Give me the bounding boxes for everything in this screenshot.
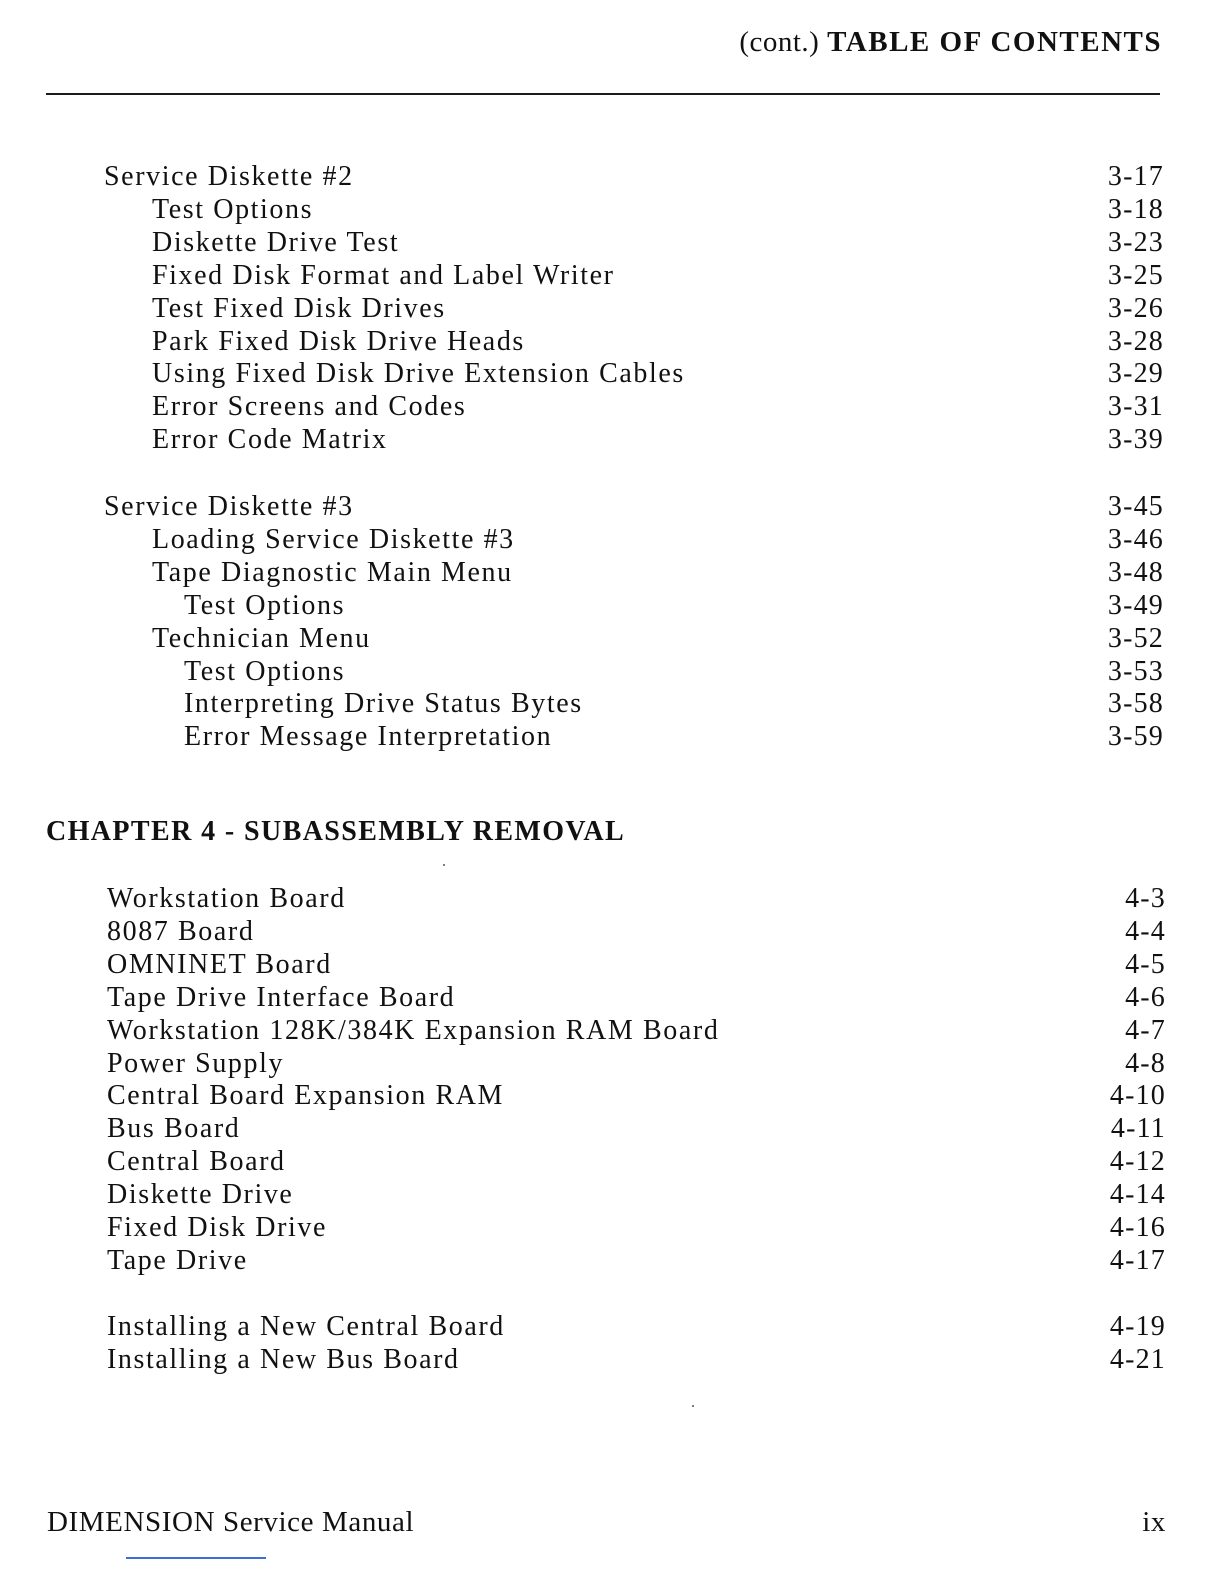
toc-entry-page: 3-52	[1107, 622, 1164, 654]
page-header	[739, 26, 1162, 59]
toc-entry-page: 4-21	[1109, 1343, 1166, 1375]
toc-entry-label: Bus Board	[107, 1113, 241, 1145]
toc-entry-page: 3-49	[1107, 589, 1164, 621]
toc-entry-page: 4-12	[1109, 1146, 1166, 1178]
toc-entry-page: 3-29	[1107, 358, 1164, 390]
toc-entry-page: 4-7	[1125, 1014, 1166, 1046]
footer-underline-mark	[126, 1557, 266, 1559]
toc-entry-page: 4-16	[1109, 1212, 1166, 1243]
toc-entry-page: 3-53	[1107, 655, 1164, 687]
toc-entry-page: 3-18	[1107, 193, 1164, 225]
toc-entry-label: Fixed Disk Format and Label Writer	[152, 259, 615, 291]
toc-entry-label: Loading Service Diskette #3	[152, 523, 515, 555]
toc-entry-label: Tape Diagnostic Main Menu	[152, 556, 513, 588]
toc-entry-page: 3-17	[1107, 161, 1164, 192]
toc-entry-label: Service Diskette #3	[104, 491, 354, 522]
toc-entry-page: 4-11	[1110, 1113, 1166, 1145]
scan-speck	[692, 1405, 694, 1407]
toc-entry-label: Installing a New Bus Board	[107, 1343, 460, 1375]
toc-entry-label: Test Fixed Disk Drives	[152, 292, 446, 324]
toc-entry-label: Fixed Disk Drive	[107, 1212, 328, 1243]
footer-page-number: ix	[1142, 1506, 1166, 1538]
toc-entry-label: Installing a New Central Board	[107, 1311, 505, 1342]
toc-entry-label: Technician Menu	[152, 622, 371, 654]
toc-entry-label: Error Code Matrix	[152, 424, 388, 456]
toc-entry-page: 3-59	[1107, 721, 1164, 753]
toc-entry-page: 3-46	[1107, 523, 1164, 555]
toc-entry-page: 3-48	[1107, 556, 1164, 588]
toc-entry-label: Central Board Expansion RAM	[107, 1080, 505, 1112]
toc-entry-label: Workstation 128K/384K Expansion RAM Board	[107, 1014, 720, 1046]
toc-entry-label: Error Screens and Codes	[152, 391, 467, 423]
toc-entry-page: 4-4	[1125, 915, 1166, 947]
toc-entry-label: 8087 Board	[107, 915, 255, 947]
toc-entry-page: 3-31	[1107, 391, 1164, 423]
toc-entry-page: 3-23	[1107, 226, 1164, 258]
toc-entry-page: 4-10	[1109, 1080, 1166, 1112]
toc-entry-label: Using Fixed Disk Drive Extension Cables	[152, 358, 685, 390]
header-prefix: (cont.)	[739, 26, 820, 58]
toc-entry-page: 4-6	[1125, 981, 1166, 1013]
toc-entry-page: 3-58	[1107, 688, 1164, 720]
toc-entry-page: 3-45	[1107, 491, 1164, 522]
toc-entry-label: Tape Drive	[107, 1244, 248, 1276]
toc-entry-page: 4-3	[1125, 883, 1166, 914]
toc-entry-page: 3-28	[1107, 325, 1164, 357]
toc-entry-page: 3-26	[1107, 292, 1164, 324]
toc-entry-label: Workstation Board	[107, 883, 346, 914]
toc-entry-page: 3-25	[1107, 259, 1164, 291]
toc-entry-page: 4-14	[1109, 1179, 1166, 1211]
toc-entry-page: 4-17	[1109, 1244, 1166, 1276]
toc-entry-label: Diskette Drive Test	[152, 226, 400, 258]
toc-entry-label: Test Options	[184, 655, 346, 687]
footer-manual-title: DIMENSION Service Manual	[47, 1506, 415, 1538]
toc-entry-label: Error Message Interpretation	[184, 721, 553, 753]
toc-entry-label: Central Board	[107, 1146, 286, 1178]
toc-entry-label: Service Diskette #2	[104, 161, 354, 192]
toc-entry-page: 4-5	[1125, 948, 1166, 980]
toc-entry-label: Interpreting Drive Status Bytes	[184, 688, 583, 720]
toc-entry-label: Diskette Drive	[107, 1179, 294, 1211]
toc-entry-page: 4-19	[1109, 1311, 1166, 1342]
toc-entry-label: OMNINET Board	[107, 948, 332, 980]
toc-entry-page: 3-39	[1107, 424, 1164, 456]
toc-entry-label: Park Fixed Disk Drive Heads	[152, 325, 525, 357]
toc-entry-label: Tape Drive Interface Board	[107, 981, 456, 1013]
toc-entry-label: Test Options	[184, 589, 346, 621]
header-rule	[46, 93, 1160, 95]
header-title: TABLE OF CONTENTS	[827, 26, 1162, 58]
scan-speck	[443, 864, 445, 866]
toc-entry-label: Test Options	[152, 193, 314, 225]
toc-entry-label: Power Supply	[107, 1047, 285, 1079]
chapter-4-heading: CHAPTER 4 - SUBASSEMBLY REMOVAL	[46, 816, 626, 847]
toc-entry-page: 4-8	[1125, 1047, 1166, 1079]
